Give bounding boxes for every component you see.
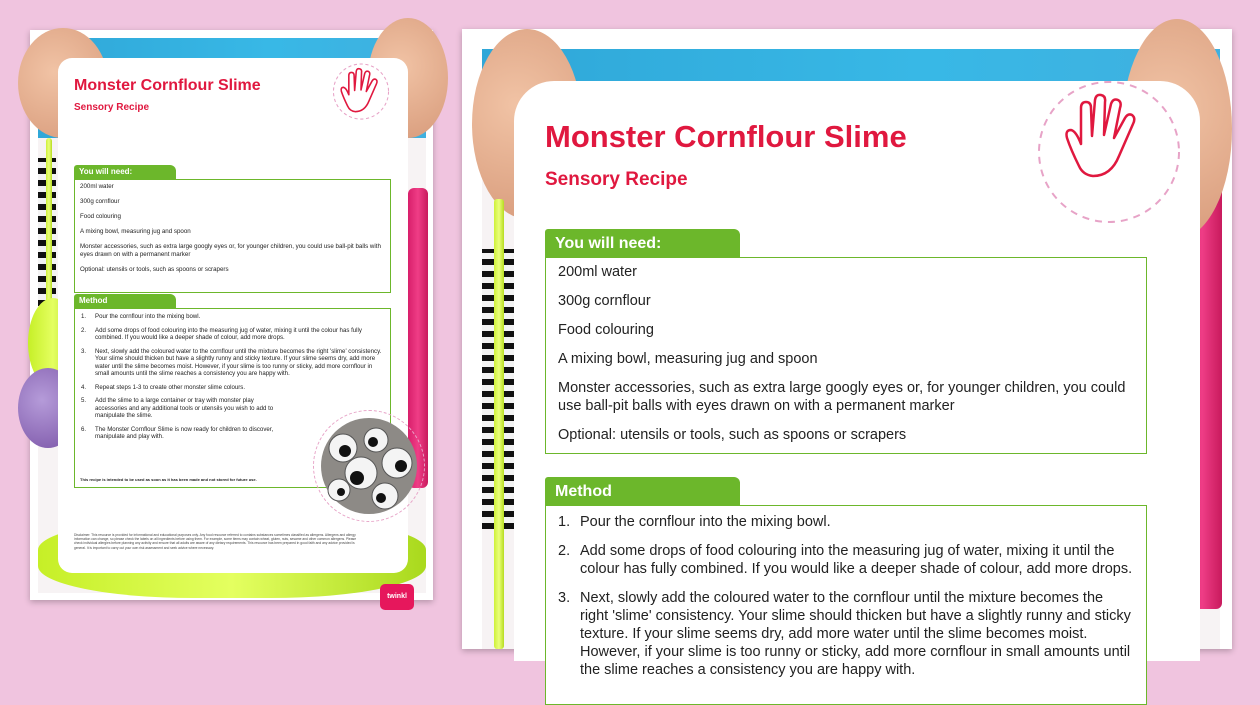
method-step [558,542,1134,578]
ingredient-item: A mixing bowl, measuring jug and spoon [558,351,818,367]
step-number: 3. [558,590,571,606]
recipe-page-thumbnail [30,30,433,600]
step-text: Next, slowly add the coloured water to the cornflour until the mixture becomes the right 'slime' consistency. Your slime should thicken but have a slightly runny and sticky texture. If your slime seems dry, add more water until the slime becomes moist. However, if your slime is too runny or sticky, add more cornflour in small amounts until the slime reaches a consistency you are happy with. [95,347,382,377]
step-text: Add the slime to a large container or tray with monster play accessories and any additional tools or utensils you wish to add to manipulate the slime. [95,397,274,419]
method-step [81,348,384,378]
recipe-card [514,81,1200,678]
ingredient-item: A mixing bowl, measuring jug and spoon [80,228,191,235]
recipe-subtitle: Sensory Recipe [545,169,688,190]
method-step [558,589,1134,679]
step-text: Pour the cornflour into the mixing bowl. [95,313,201,320]
step-number: 5. [81,397,87,404]
step-number: 2. [558,543,571,559]
recipe-card [58,58,408,600]
ingredient-item: 300g cornflour [80,198,120,205]
method-heading: Method [545,477,740,505]
ingredient-item: Food colouring [558,322,654,338]
step-text: Add some drops of food colouring into the measuring jug of water, mixing it until the colour has fully combined. If you would like a deeper shade of colour, add more drops. [95,326,362,341]
step-number: 1. [558,514,571,530]
disclaimer: Disclaimer: This resource is provided for informational and educational purposes only. Any food resource referred to contains substances sometimes classified as allergens. Allergens and allergy information can change, so please check the labels on all ingredients before using them. For example, some items may contain wheat, gluten, nuts, sesame and other common allergens. Please check individual allergies before planning any activity and ensure that all adults are aware of any dietary requirements. This resource has been prepared in good faith and any advice provided is general. It is important to carry out your own risk assessment and seek advice where necessary. [74,533,357,550]
step-text: The Monster Cornflour Slime is now ready for children to discover, manipulate and play with. [95,425,274,440]
method-step [81,313,384,321]
recipe-title: Monster Cornflour Slime [74,77,261,94]
recipe-page-zoomed [462,29,1232,678]
ingredient-item: Optional: utensils or tools, such as spoons or scrapers [558,427,907,443]
recipe-subtitle: Sensory Recipe [74,102,150,113]
method-step [81,327,384,342]
method-heading: Method [74,294,176,308]
ingredient-item: Monster accessories, such as extra large googly eyes or, for younger children, you could use ball-pit balls with eyes drawn on with a permanent marker [558,380,1126,414]
method-box [545,505,1147,705]
googly-eyes-photo [313,410,425,522]
ingredients-box [74,179,391,293]
step-number: 6. [81,425,87,433]
step-number: 3. [81,347,87,355]
step-text: Add some drops of food colouring into the measuring jug of water, mixing it until the colour has fully combined. If you would like a deeper shade of colour, add more drops. [580,543,1133,577]
storage-note: This recipe is intended to be used as soon as it has been made and not stored for future use. [80,477,257,482]
method-step [81,384,384,392]
ingredient-item: Monster accessories, such as extra large googly eyes or, for younger children, you could use ball-pit balls with eyes drawn on with a permanent marker [80,243,381,258]
ingredient-item: Food colouring [80,213,121,220]
ingredient-item: Optional: utensils or tools, such as spoons or scrapers [80,266,229,273]
step-text: Pour the cornflour into the mixing bowl. [580,514,831,530]
hand-icon [1019,78,1189,230]
ingredient-item: 200ml water [80,183,114,190]
step-number: 2. [81,326,87,334]
you-will-need-heading: You will need: [545,229,740,257]
method-step [81,397,384,420]
step-number: 4. [81,383,87,391]
hand-icon [316,58,406,142]
ingredients-box [545,257,1147,454]
step-text: Repeat steps 1-3 to create other monster slime colours. [95,383,246,391]
step-number: 1. [81,313,87,320]
step-text: Next, slowly add the coloured water to the cornflour until the mixture becomes the right 'slime' consistency. Your slime should thicken but have a slightly runny and sticky texture. If your slime seems dry, add more water until the slime becomes moist. However, if your slime is too runny or sticky, add more cornflour in small amounts until the slime reaches a consistency you are happy with. [580,590,1131,678]
twinkl-logo: twinkl [380,584,414,610]
you-will-need-heading: You will need: [74,165,176,179]
ingredient-item: 300g cornflour [558,293,651,309]
recipe-title: Monster Cornflour Slime [545,119,907,154]
method-step [558,513,1134,531]
ingredient-item: 200ml water [558,264,637,280]
